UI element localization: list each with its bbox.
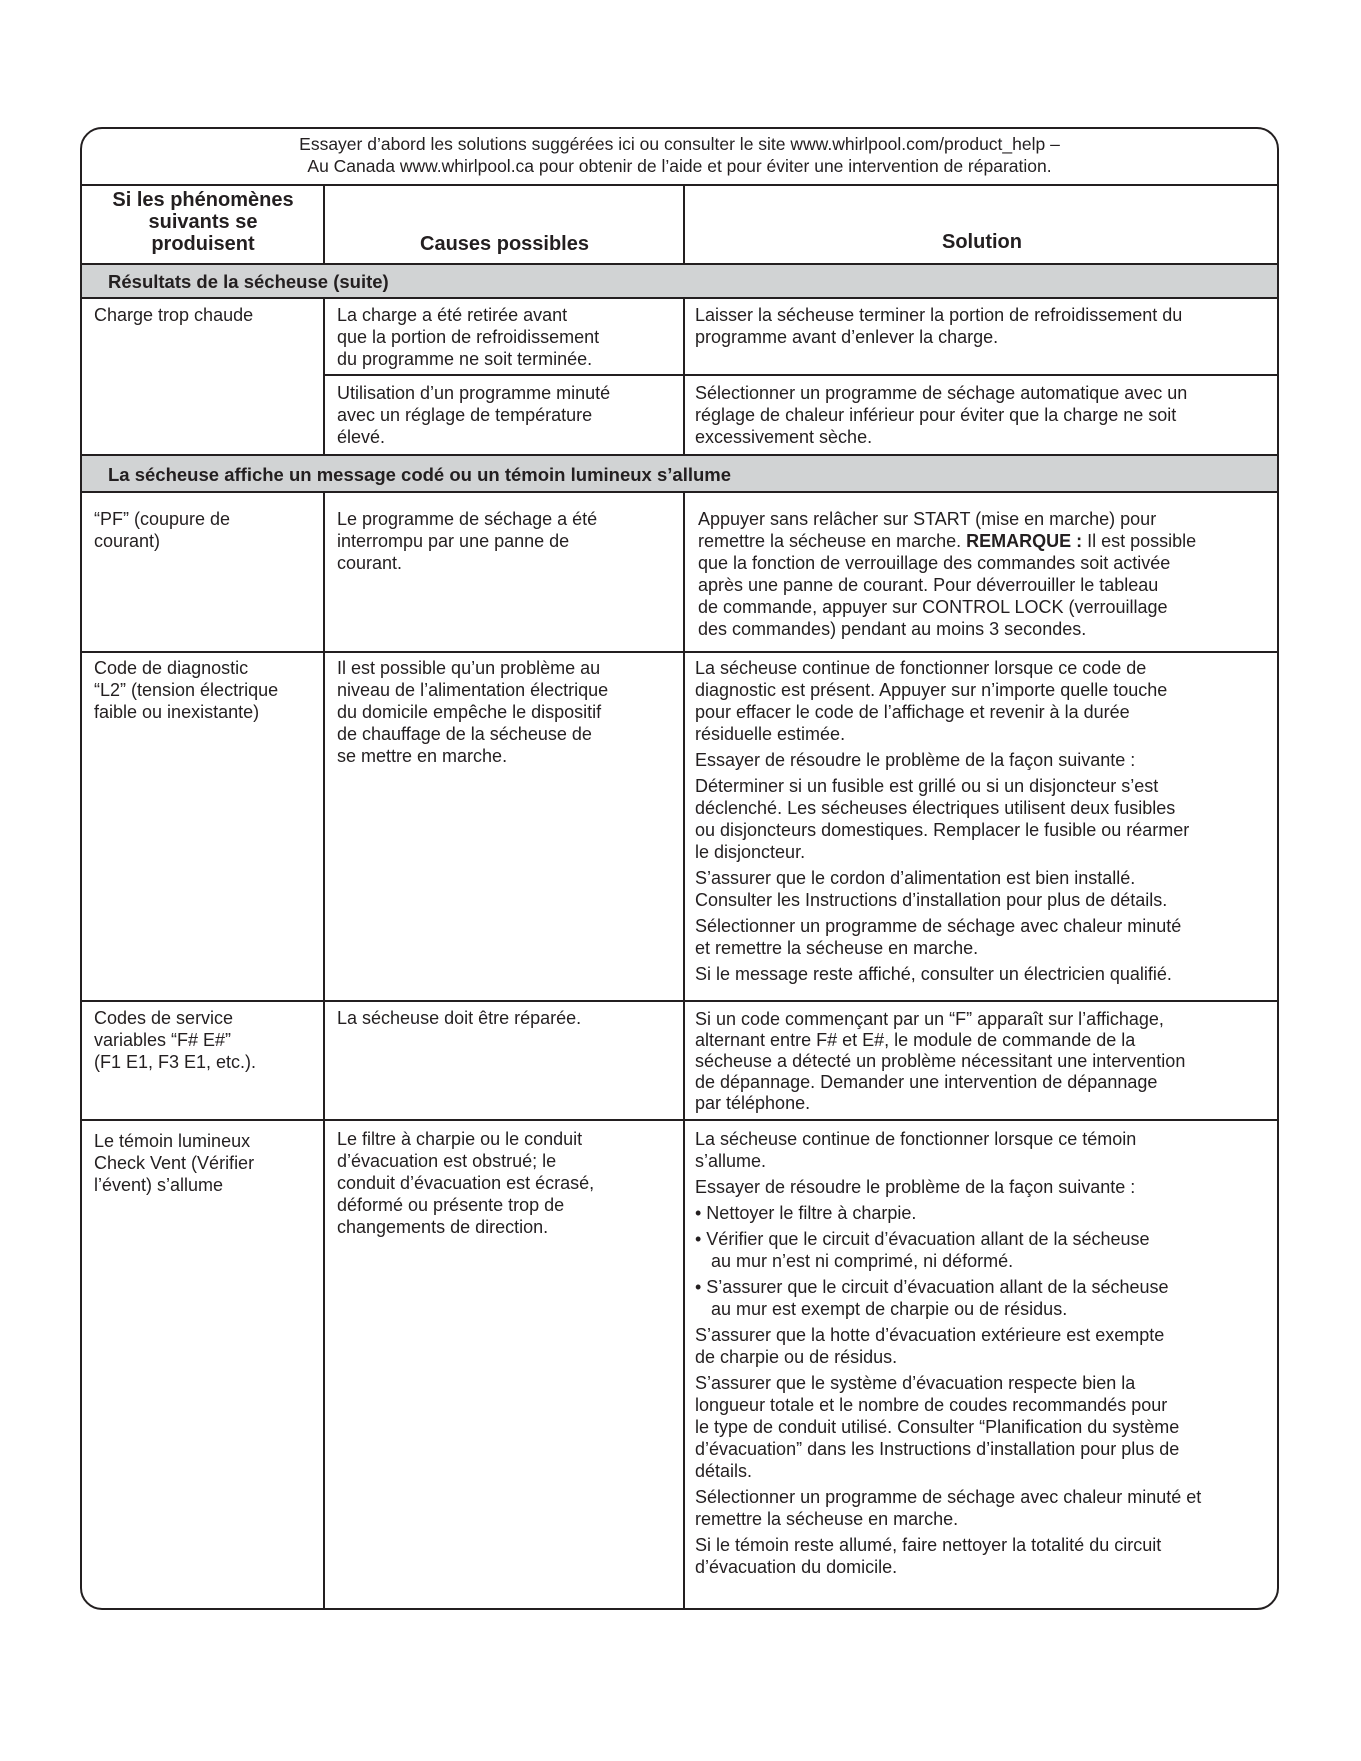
problem-service-codes: Codes de service variables “F# E#” (F1 E1, F3 E1, etc.).: [94, 1008, 257, 1072]
column-divider: [323, 493, 325, 1610]
divider: [82, 651, 1277, 653]
problem-pf: “PF” (coupure de courant): [94, 509, 231, 551]
troubleshooting-table: [80, 127, 1279, 1610]
column-divider: [683, 299, 685, 455]
cause-check-vent: Le filtre à charpie ou le conduit d’évacuation est obstrué; le conduit d’évacuation est écrasé, déformé ou présente trop de changements de direction.: [337, 1129, 595, 1237]
problem-check-vent: Le témoin lumineux Check Vent (Vérifier l’évent) s’allume: [94, 1131, 255, 1195]
solution-service-codes: Si un code commençant par un “F” apparaît sur l’affichage, alternant entre F# et E#, le module de commande de la sécheuse a détecté un problème nécessitant une intervention de dépannage. Demander une intervention de dépannage par téléphone.: [695, 1009, 1186, 1113]
intro-line-1: Essayer d’abord les solutions suggérées ici ou consulter le site www.whirlpool.com/product_help –: [299, 134, 1060, 154]
solution-check-vent: La sécheuse continue de fonctionner lorsque ce témoin s’allume. Essayer de résoudre le problème de la façon suivante : • Nettoyer le filtre à charpie. • Vérifier que le circuit d’évacuation allant de la sécheuse au mur n’est ni comprimé, ni déformé. • S’assurer que le circuit d’évacuation allant de la sécheuse au mur est exempt de charpie ou de résidus. S’assurer que la hotte d’évacuation extérieure est exempte de charpie ou de résidus. S’assurer que le système d’évacuation respecte bien la longueur totale et le nombre de coudes recommandés pour le type de conduit utilisé. Consulter “Planification du système d’évacuation” dans les Instructions d’installation pour plus de détails. Sélectionner un programme de séchage avec chaleur minuté et remettre la sécheuse en marche. Si le témoin reste allumé, faire nettoyer la totalité du circuit d’évacuation du domicile.: [695, 1129, 1202, 1577]
section-header-codes: La sécheuse affiche un message codé ou un témoin lumineux s’allume: [82, 454, 1277, 493]
header-problem: Si les phénomènes suivants se produisent: [112, 189, 294, 255]
solution-hot-2: Sélectionner un programme de séchage automatique avec un réglage de chaleur inférieur pour éviter que la charge ne soit excessivement sèche.: [695, 383, 1188, 447]
column-divider: [323, 299, 325, 455]
solution-l2: La sécheuse continue de fonctionner lorsque ce code de diagnostic est présent. Appuyer sur n’importe quelle touche pour effacer le code de l’affichage et revenir à la durée résiduelle estimée. Essayer de résoudre le problème de la façon suivante : Déterminer si un fusible est grillé ou si un disjoncteur s’est déclenché. Les sécheuses électriques utilisent deux fusibles ou disjoncteurs domestiques. Remplacer le fusible ou réarmer le disjoncteur. S’assurer que le cordon d’alimentation est bien installé. Consulter les Instructions d’installation pour plus de détails. Sélectionner un programme de séchage avec chaleur minuté et remettre la sécheuse en marche. Si le message reste affiché, consulter un électricien qualifié.: [695, 658, 1190, 984]
problem-hot-load: Charge trop chaude: [94, 305, 254, 325]
intro-line-2: Au Canada www.whirlpool.ca pour obtenir de l’aide et pour éviter une intervention de réparation.: [307, 156, 1052, 176]
column-divider: [683, 184, 685, 264]
divider: [82, 1000, 1277, 1002]
cause-l2: Il est possible qu’un problème au niveau de l’alimentation électrique du domicile empêche le dispositif de chauffage de la sécheuse de se mettre en marche.: [337, 658, 609, 766]
header-causes: Causes possibles: [420, 233, 589, 255]
column-divider: [323, 184, 325, 264]
divider: [82, 1119, 1277, 1121]
solution-pf: Appuyer sans relâcher sur START (mise en marche) pour remettre la sécheuse en marche. REMARQUE : Il est possible que la fonction de verrouillage des commandes soit activée après une panne de courant. Pour déverrouiller le tableau de commande, appuyer sur CONTROL LOCK (verrouillage des commandes) pendant au moins 3 secondes.: [698, 509, 1197, 639]
solution-hot-1: Laisser la sécheuse terminer la portion de refroidissement du programme avant d’enlever la charge.: [695, 305, 1183, 347]
cause-hot-2: Utilisation d’un programme minuté avec un réglage de température élevé.: [337, 383, 611, 447]
divider: [82, 184, 1277, 186]
section-header-results: Résultats de la sécheuse (suite): [82, 263, 1277, 299]
intro-text: [82, 129, 1277, 186]
divider: [324, 374, 1279, 376]
cause-pf: Le programme de séchage a été interrompu par une panne de courant.: [337, 509, 598, 573]
problem-l2: Code de diagnostic “L2” (tension électrique faible ou inexistante): [94, 658, 279, 722]
cause-service-codes: La sécheuse doit être réparée.: [337, 1008, 582, 1028]
cause-hot-1: La charge a été retirée avant que la portion de refroidissement du programme ne soit terminée.: [337, 305, 600, 369]
remarque-label: REMARQUE :: [966, 531, 1083, 551]
header-solution: Solution: [942, 231, 1022, 253]
column-divider: [683, 493, 685, 1610]
